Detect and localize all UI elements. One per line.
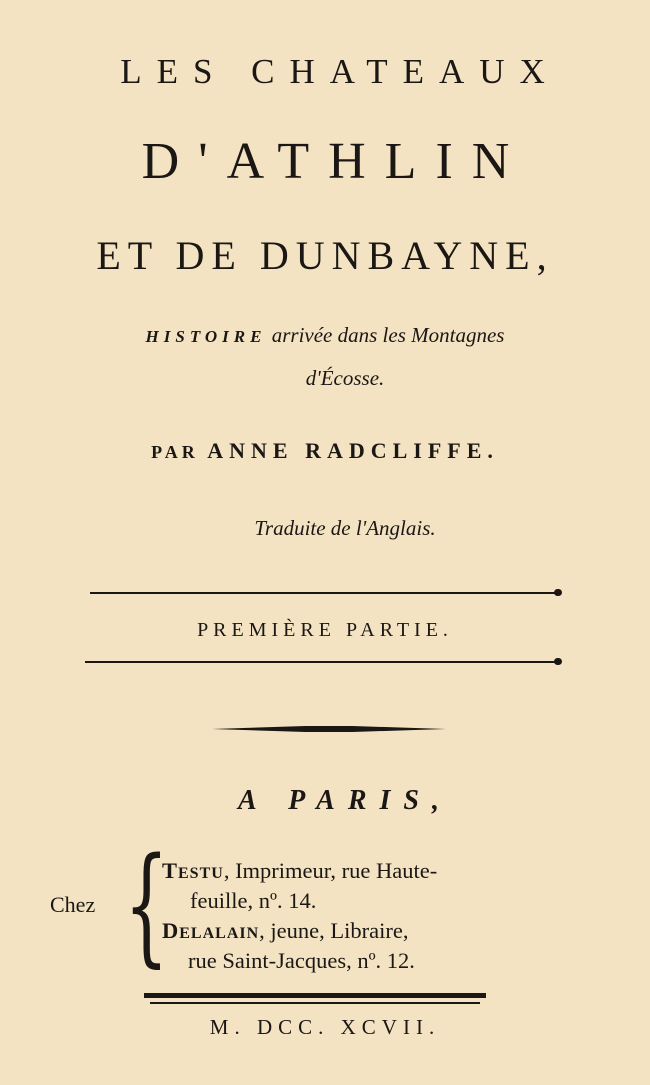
rule-thin-bottom (150, 1002, 480, 1004)
part-label: PREMIÈRE PARTIE. (197, 619, 453, 641)
subtitle-lead: HISTOIRE (145, 327, 267, 346)
imprint-city: A PARIS, (238, 785, 452, 816)
bookseller-line-1 (162, 918, 408, 944)
rule-above-part (90, 592, 560, 594)
publication-date: M. DCC. XCVII. (209, 1015, 441, 1039)
author-name: ANNE RADCLIFFE. (207, 438, 499, 463)
translation-note: Traduite de l'Anglais. (254, 516, 436, 540)
subtitle-rest: arrivée dans les Montagnes (266, 323, 505, 347)
printer-rest: , Imprimeur, rue Haute- (223, 858, 438, 883)
brace-glyph: { (124, 831, 169, 980)
bookseller-rest: , jeune, Libraire, (259, 918, 409, 943)
printer-line-1 (162, 858, 437, 884)
author-line (0, 438, 650, 464)
imprint-chez: Chez (50, 892, 96, 917)
title-line-1: LES CHATEAUX (120, 52, 560, 91)
bookseller-name: Delalain (162, 918, 260, 943)
author-prefix: PAR (151, 442, 208, 462)
title-line-3: ET DE DUNBAYNE, (96, 233, 554, 278)
ornamental-rule (212, 726, 446, 732)
subtitle-line-1 (0, 323, 650, 348)
title-line-2: D'ATHLIN (141, 133, 529, 190)
subtitle-line-2: d'Écosse. (305, 366, 385, 390)
bookseller-line-2: rue Saint-Jacques, nº. 12. (188, 948, 415, 973)
printer-name: Testu (162, 858, 224, 883)
rule-thick-bottom (144, 993, 486, 998)
rule-below-part (85, 661, 560, 663)
printer-line-2: feuille, nº. 14. (190, 888, 317, 913)
